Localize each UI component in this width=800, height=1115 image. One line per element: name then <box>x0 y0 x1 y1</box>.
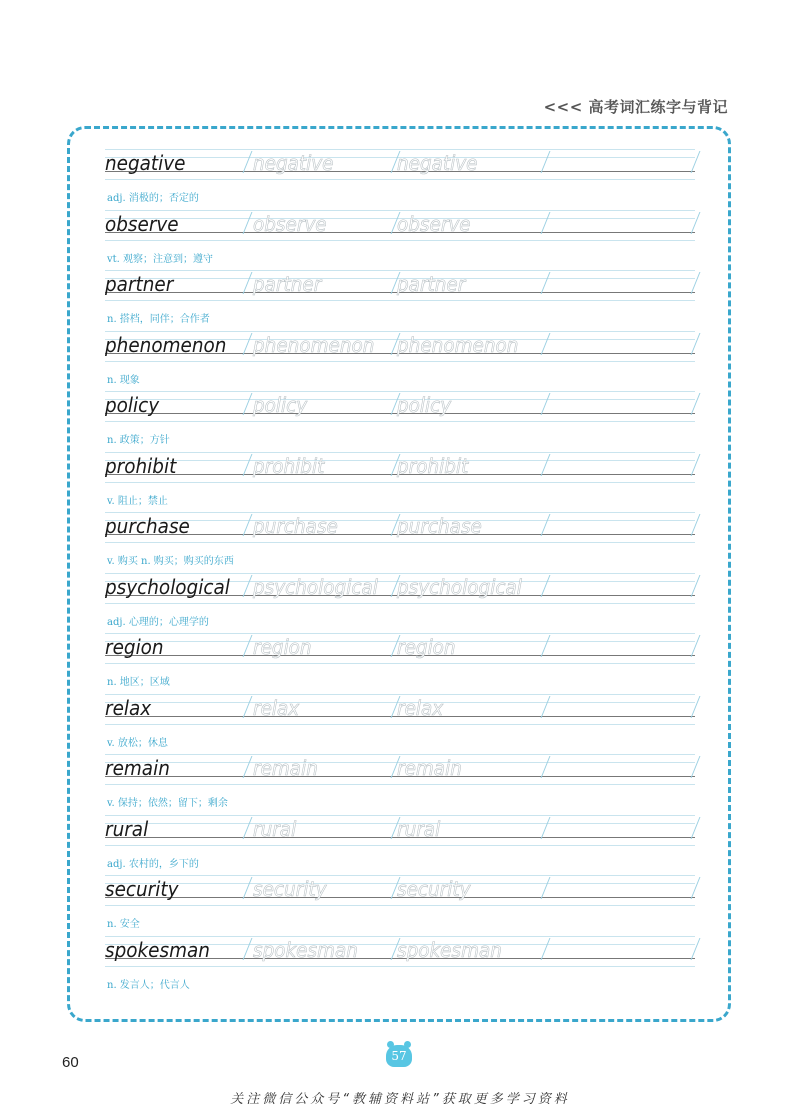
vocab-meaning: n. 发言人；代言人 <box>107 979 190 991</box>
guide-line <box>105 845 695 846</box>
guide-line <box>105 603 695 604</box>
guide-line <box>105 542 695 543</box>
trace-word: region <box>397 635 456 659</box>
vocab-word: prohibit <box>105 453 177 478</box>
vocab-row <box>105 809 695 870</box>
slant-guide-mark <box>541 393 551 415</box>
vocab-word: rural <box>105 816 149 841</box>
trace-word: rural <box>397 816 441 841</box>
trace-word: partner <box>253 272 322 296</box>
vocab-word: relax <box>105 695 152 720</box>
vocab-row <box>105 748 695 809</box>
vocab-meaning: adj. 心理的；心理学的 <box>107 616 209 628</box>
page-header-title: <<< 高考词汇练字与背记 <box>543 98 728 116</box>
trace-word: partner <box>397 272 466 296</box>
vocab-row <box>105 264 695 325</box>
vocab-meaning: adj. 消极的；否定的 <box>107 193 199 204</box>
guide-line <box>105 149 695 150</box>
guide-line <box>105 300 695 301</box>
trace-word: remain <box>397 756 462 780</box>
trace-word: observe <box>397 211 471 236</box>
vocab-row <box>105 930 695 991</box>
slant-guide-mark <box>243 393 253 415</box>
guide-line <box>105 179 695 180</box>
guide-line <box>105 633 695 634</box>
vocab-meaning: adj. 农村的，乡下的 <box>107 858 199 870</box>
slant-guide-mark <box>243 514 253 536</box>
guide-line <box>105 966 695 967</box>
trace-word: observe <box>253 211 327 236</box>
guide-line <box>105 573 695 574</box>
trace-word: psychological <box>253 574 378 599</box>
vocab-row <box>105 385 695 446</box>
trace-word: purchase <box>253 514 338 538</box>
vocab-meaning: n. 搭档，同伴；合作者 <box>107 314 210 325</box>
vocab-meaning: n. 政策；方针 <box>107 435 170 446</box>
trace-word: region <box>253 635 312 659</box>
slant-guide-mark <box>243 756 253 778</box>
footer-note: 关注微信公众号“教辅资料站”获取更多学习资料 <box>230 1092 570 1107</box>
guide-line <box>105 724 695 725</box>
badge-number: 57 <box>391 1049 407 1063</box>
guide-line <box>105 754 695 755</box>
slant-guide-mark <box>541 212 551 234</box>
slant-guide-mark <box>541 272 551 294</box>
vocab-word: spokesman <box>105 937 210 962</box>
trace-word: phenomenon <box>397 332 519 357</box>
guide-line <box>105 784 695 785</box>
slant-guide-mark <box>541 696 551 718</box>
guide-line <box>105 936 695 937</box>
slant-guide-mark <box>243 333 253 355</box>
vocab-row <box>105 325 695 386</box>
trace-word: security <box>253 877 327 901</box>
vocab-row <box>105 567 695 628</box>
slant-guide-mark <box>243 817 253 839</box>
slant-guide-mark <box>243 635 253 657</box>
slant-guide-mark <box>541 756 551 778</box>
vocab-row <box>105 446 695 507</box>
trace-word: remain <box>253 756 318 780</box>
trace-word: phenomenon <box>253 332 375 357</box>
slant-guide-mark <box>541 877 551 899</box>
slant-guide-mark <box>541 817 551 839</box>
page-number: 60 <box>62 1054 79 1071</box>
slant-guide-mark <box>243 151 253 173</box>
vocab-word: purchase <box>105 514 190 538</box>
guide-line <box>105 663 695 664</box>
slant-guide-mark <box>243 696 253 718</box>
trace-word: spokesman <box>253 937 358 962</box>
slant-guide-mark <box>541 454 551 476</box>
vocab-word: partner <box>105 272 174 296</box>
guide-line <box>105 482 695 483</box>
page-badge-icon <box>386 1045 412 1067</box>
vocab-word: phenomenon <box>105 332 227 357</box>
vocab-word: policy <box>105 393 160 417</box>
vocab-row <box>105 688 695 749</box>
slant-guide-mark <box>541 333 551 355</box>
guide-line <box>105 361 695 362</box>
vocab-meaning: v. 保持；依然；留下；剩余 <box>107 798 228 809</box>
vocab-row <box>105 869 695 930</box>
guide-line <box>105 905 695 906</box>
slant-guide-mark <box>243 877 253 899</box>
trace-word: prohibit <box>253 453 325 478</box>
vocab-meaning: n. 地区；区域 <box>107 677 170 688</box>
vocab-word: observe <box>105 211 179 236</box>
vocab-meaning: n. 安全 <box>107 919 140 930</box>
vocabulary-list <box>105 143 695 990</box>
guide-line <box>105 240 695 241</box>
guide-line <box>105 694 695 695</box>
guide-line <box>105 512 695 513</box>
vocab-row <box>105 506 695 567</box>
slant-guide-mark <box>541 635 551 657</box>
trace-word: relax <box>253 695 300 720</box>
vocab-word: security <box>105 877 179 901</box>
trace-word: spokesman <box>397 937 502 962</box>
guide-line <box>105 331 695 332</box>
slant-guide-mark <box>541 938 551 960</box>
vocab-meaning: vt. 观察；注意到；遵守 <box>107 253 214 265</box>
guide-line <box>105 421 695 422</box>
guide-line <box>105 270 695 271</box>
guide-line <box>105 875 695 876</box>
trace-word: security <box>397 877 471 901</box>
trace-word: policy <box>397 393 452 417</box>
vocab-word: negative <box>105 151 186 175</box>
slant-guide-mark <box>243 212 253 234</box>
vocab-word: region <box>105 635 164 659</box>
vocab-meaning: v. 购买 n. 购买；购买的东西 <box>107 556 234 567</box>
guide-line <box>105 391 695 392</box>
slant-guide-mark <box>243 272 253 294</box>
vocab-word: remain <box>105 756 170 780</box>
trace-word: prohibit <box>397 453 469 478</box>
vocab-row <box>105 143 695 204</box>
vocab-meaning: v. 放松；休息 <box>107 737 168 749</box>
guide-line <box>105 210 695 211</box>
trace-word: psychological <box>397 574 522 599</box>
vocab-meaning: v. 阻止；禁止 <box>107 495 168 507</box>
guide-line <box>105 815 695 816</box>
slant-guide-mark <box>243 454 253 476</box>
trace-word: policy <box>253 393 308 417</box>
trace-word: purchase <box>397 514 482 538</box>
trace-word: negative <box>253 151 334 175</box>
vocab-word: psychological <box>105 574 230 599</box>
guide-line <box>105 452 695 453</box>
trace-word: negative <box>397 151 478 175</box>
slant-guide-mark <box>541 575 551 597</box>
vocab-row <box>105 627 695 688</box>
slant-guide-mark <box>541 151 551 173</box>
slant-guide-mark <box>243 575 253 597</box>
trace-word: relax <box>397 695 444 720</box>
vocab-meaning: n. 现象 <box>107 374 140 386</box>
trace-word: rural <box>253 816 297 841</box>
slant-guide-mark <box>541 514 551 536</box>
slant-guide-mark <box>243 938 253 960</box>
vocab-row <box>105 204 695 265</box>
